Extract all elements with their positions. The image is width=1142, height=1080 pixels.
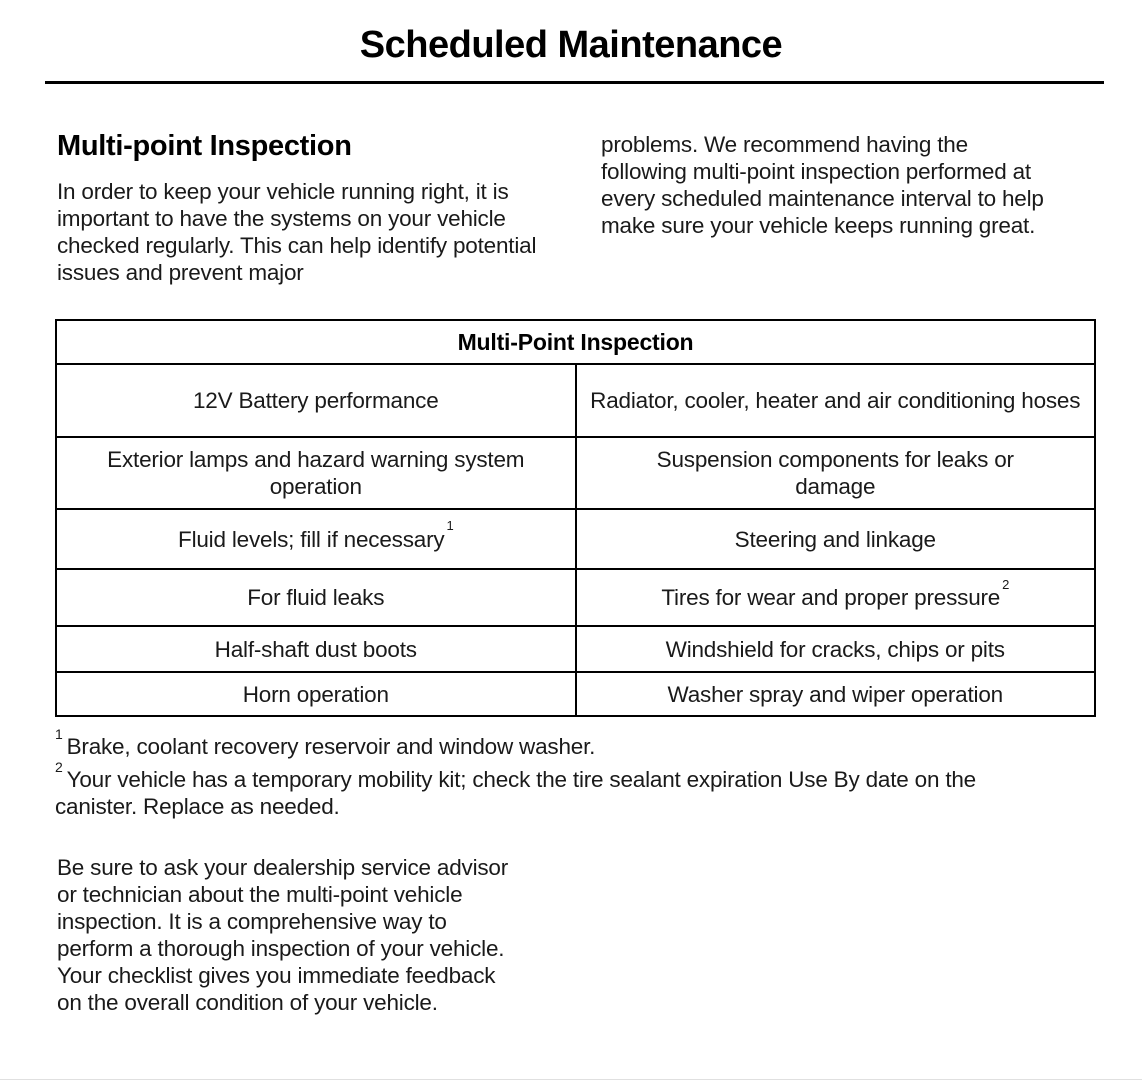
table-row (56, 437, 1095, 509)
table-row (56, 364, 1095, 437)
table-row (56, 569, 1095, 626)
table-row (56, 672, 1095, 716)
table-header-row (56, 320, 1095, 364)
closing-paragraph: Be sure to ask your dealership service advisor or technician about the multi-point vehicle inspection. It is a comprehensive way to perform a thorough inspection of your vehicle. Your checklist gives you immediate feedback on the overall condition of your vehicle. (57, 855, 509, 1015)
cell-text: Steering and linkage (734, 526, 936, 552)
table-cell (56, 437, 576, 509)
footnote-marker: 1 (55, 725, 63, 742)
footnote-1 (55, 725, 1142, 760)
intro-column-left (57, 131, 549, 286)
cell-text: Windshield for cracks, chips or pits (665, 636, 1005, 662)
footnote-marker: 1 (446, 518, 454, 533)
table-cell (56, 626, 576, 672)
table-cell (56, 672, 576, 716)
intro-column-right (601, 131, 1053, 286)
footnotes (55, 725, 1142, 820)
table-cell (56, 364, 576, 437)
cell-text: 12V Battery performance (192, 388, 439, 413)
cell-text: Exterior lamps and hazard warning system operation (107, 447, 525, 499)
table-cell (576, 626, 1096, 672)
intro-paragraph-right: problems. We recommend having the following multi-point inspection performed at every scheduled maintenance interval to help make sure your vehicle keeps running great. (601, 132, 1044, 238)
table-row (56, 626, 1095, 672)
table-row (56, 509, 1095, 569)
table-cell (576, 509, 1096, 569)
intro-columns (57, 131, 1142, 286)
table-title: Multi-Point Inspection (56, 320, 1095, 364)
table-cell (576, 437, 1096, 509)
cell-text: Suspension components for leaks or damage (656, 447, 1014, 499)
title-divider (45, 81, 1104, 84)
section-heading: Multi-point Inspection (57, 130, 352, 162)
cell-text: Washer spray and wiper operation (667, 681, 1003, 707)
cell-text: Fluid levels; fill if necessary (178, 526, 445, 552)
table-cell (56, 569, 576, 626)
intro-paragraph-left: In order to keep your vehicle running right, it is important to have the systems on your vehicle checked regularly. This can help identify potential issues and prevent major (57, 179, 537, 285)
page-title: Scheduled Maintenance (359, 24, 783, 66)
cell-text: Horn operation (242, 681, 389, 707)
footnote-marker: 2 (55, 758, 63, 775)
table-cell (576, 672, 1096, 716)
footnote-text: Brake, coolant recovery reservoir and window washer. (66, 734, 596, 759)
table-cell (576, 569, 1096, 626)
cell-text: Tires for wear and proper pressure (661, 585, 1001, 610)
footnote-text: Your vehicle has a temporary mobility kit; check the tire sealant expiration Use By date on the canister. Replace as needed. (55, 767, 976, 819)
table-cell (576, 364, 1096, 437)
cell-text: For fluid leaks (247, 585, 385, 610)
footnote-marker: 2 (1002, 576, 1010, 592)
table-cell (56, 509, 576, 569)
cell-text: Half-shaft dust boots (214, 636, 417, 662)
cell-text: Radiator, cooler, heater and air conditioning hoses (590, 388, 1081, 413)
footnote-2 (55, 758, 985, 820)
inspection-table (55, 319, 1096, 717)
